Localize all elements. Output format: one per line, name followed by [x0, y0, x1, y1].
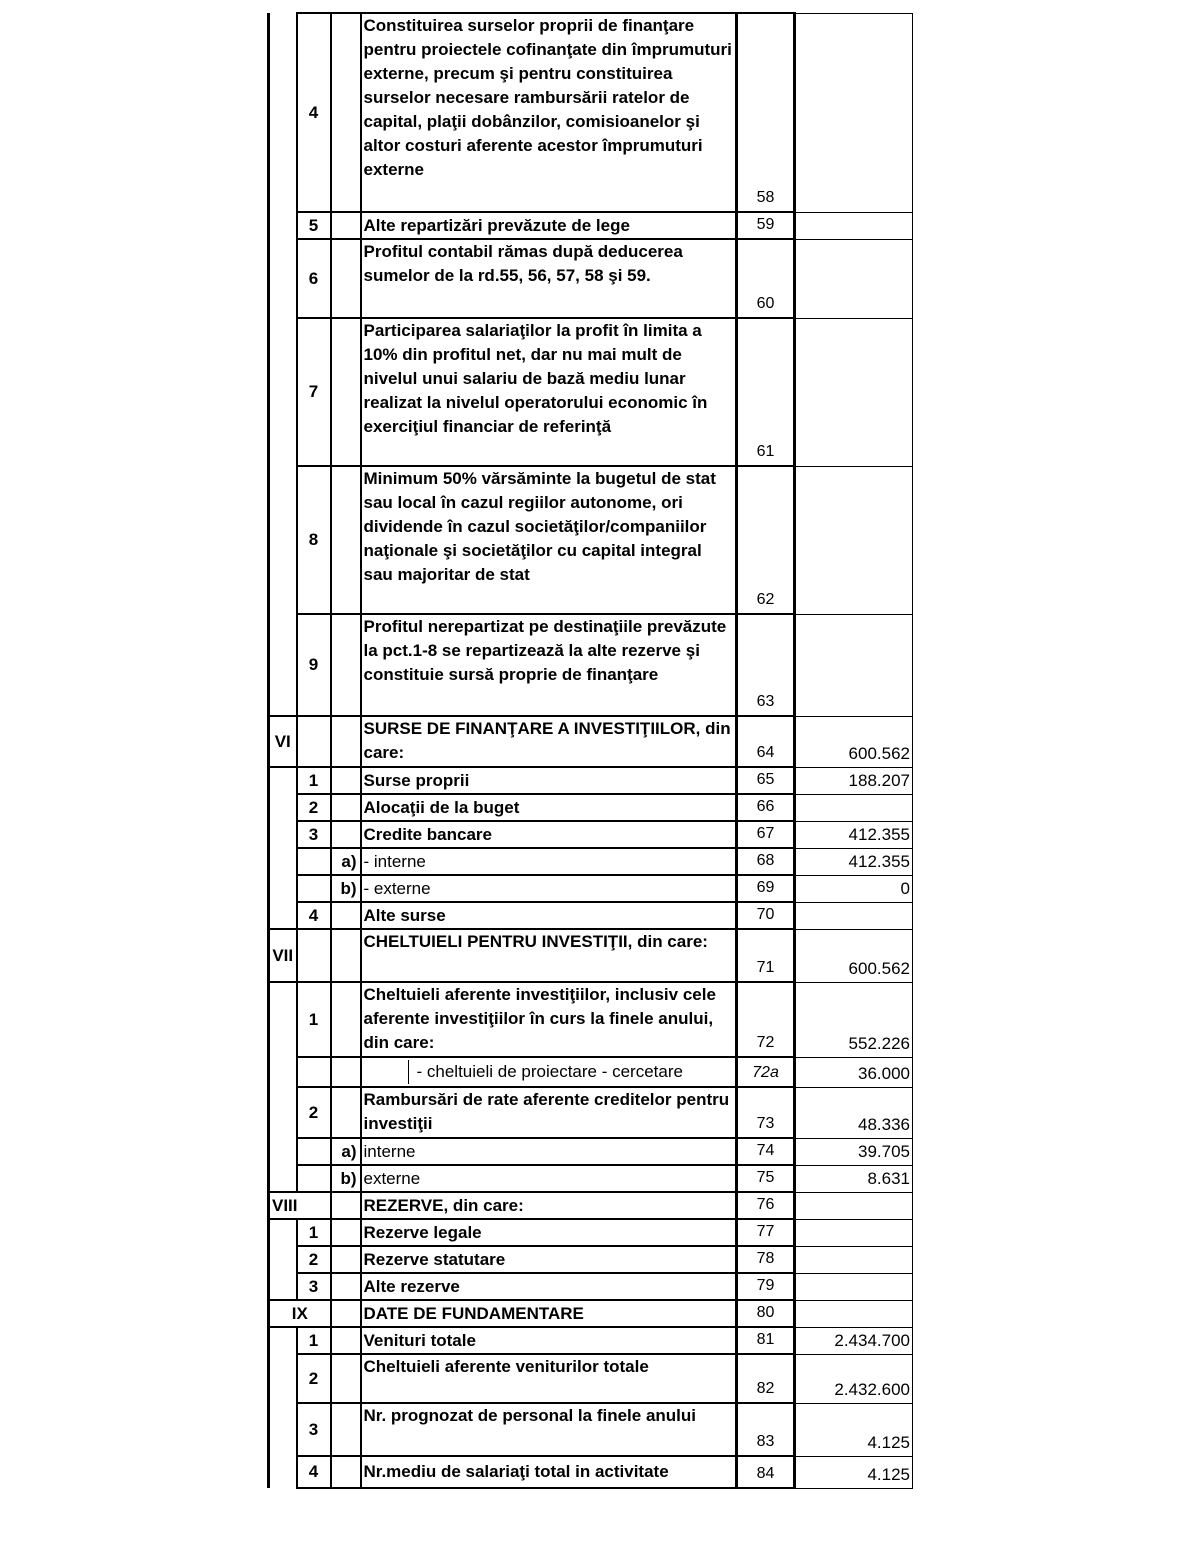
table-row: [269, 767, 913, 794]
budget-table-sheet: [267, 12, 913, 1489]
table-row: [269, 212, 913, 239]
sub-item-cell: [331, 212, 361, 239]
value-cell[interactable]: [795, 1192, 913, 1219]
sub-item-cell: [331, 614, 361, 716]
row-label-cell: Profitul contabil rămas după deducerea sumelor de la rd.55, 56, 57, 58 şi 59.: [361, 239, 737, 318]
sub-item-cell: [331, 794, 361, 821]
sub-item-cell: [331, 929, 361, 982]
row-label-cell: - externe: [361, 875, 737, 902]
table-row: [269, 821, 913, 848]
sub-item-cell: [331, 1192, 361, 1219]
sub-item-cell: [331, 982, 361, 1057]
sub-item-cell: [331, 1327, 361, 1354]
section-number-cell: VIII: [269, 1192, 331, 1219]
row-label: - cheltuieli de proiectare - cercetare: [416, 1062, 683, 1081]
sub-item-cell: [331, 1354, 361, 1403]
value-cell[interactable]: [795, 1300, 913, 1327]
budget-table: [267, 12, 913, 1489]
row-code-cell: 71: [737, 929, 795, 982]
table-row: [269, 614, 913, 716]
row-code-cell: 83: [737, 1403, 795, 1456]
value-cell[interactable]: 2.434.700: [795, 1327, 913, 1354]
row-label-cell: REZERVE, din care:: [361, 1192, 737, 1219]
row-label-cell: DATE DE FUNDAMENTARE: [361, 1300, 737, 1327]
sub-item-cell: [331, 1273, 361, 1300]
item-number-cell: 3: [297, 1273, 331, 1300]
indent-spacer: [362, 1060, 409, 1084]
section-number-cell: IX: [269, 1300, 331, 1327]
section-number-cell: [269, 239, 297, 318]
sub-item-cell: [331, 239, 361, 318]
table-row: [269, 1327, 913, 1354]
row-label-cell: Surse proprii: [361, 767, 737, 794]
value-cell[interactable]: [795, 466, 913, 614]
sub-item-cell: b): [331, 875, 361, 902]
value-cell[interactable]: [795, 13, 913, 212]
sub-item-cell: [331, 1403, 361, 1456]
row-code-cell: 72: [737, 982, 795, 1057]
indented-label-wrapper: [362, 1060, 736, 1084]
sub-item-cell: [331, 1219, 361, 1246]
item-number-cell: [297, 929, 331, 982]
value-cell[interactable]: 412.355: [795, 848, 913, 875]
value-cell[interactable]: [795, 614, 913, 716]
section-number-cell: [269, 318, 297, 466]
section-number-cell: [269, 13, 297, 212]
table-row: [269, 1354, 913, 1403]
row-code-cell: 58: [737, 13, 795, 212]
item-number-cell: 1: [297, 767, 331, 794]
section-number-cell: [269, 794, 297, 821]
row-code-cell: 76: [737, 1192, 795, 1219]
sub-item-cell: [331, 318, 361, 466]
section-number-cell: [269, 982, 297, 1057]
value-cell[interactable]: 48.336: [795, 1087, 913, 1138]
sub-item-cell: [331, 1300, 361, 1327]
row-label-cell: Alte surse: [361, 902, 737, 929]
section-number-cell: [269, 875, 297, 902]
row-label-cell: - interne: [361, 848, 737, 875]
table-row: [269, 1165, 913, 1192]
row-code-cell: 74: [737, 1138, 795, 1165]
row-code-cell: 72a: [737, 1057, 795, 1087]
section-number-cell: [269, 1219, 297, 1246]
item-number-cell: 3: [297, 821, 331, 848]
table-row: [269, 875, 913, 902]
sub-item-cell: [331, 1246, 361, 1273]
row-code-cell: 65: [737, 767, 795, 794]
value-cell[interactable]: 39.705: [795, 1138, 913, 1165]
row-code-cell: 66: [737, 794, 795, 821]
section-number-cell: [269, 1403, 297, 1456]
row-code-cell: 79: [737, 1273, 795, 1300]
item-number-cell: 4: [297, 13, 331, 212]
row-code-cell: 81: [737, 1327, 795, 1354]
section-number-cell: [269, 614, 297, 716]
table-row: [269, 1246, 913, 1273]
value-cell[interactable]: [795, 239, 913, 318]
row-code-cell: 67: [737, 821, 795, 848]
row-code-cell: 68: [737, 848, 795, 875]
item-number-cell: 1: [297, 1219, 331, 1246]
table-row: [269, 716, 913, 767]
row-code-cell: 70: [737, 902, 795, 929]
item-number-cell: 7: [297, 318, 331, 466]
row-code-cell: 82: [737, 1354, 795, 1403]
item-number-cell: 9: [297, 614, 331, 716]
row-label-cell: Profitul nerepartizat pe destinaţiile prevăzute la pct.1-8 se repartizează la alte rezerve şi constituie sursă proprie de finanţare: [361, 614, 737, 716]
sub-item-cell: [331, 466, 361, 614]
row-code-cell: 75: [737, 1165, 795, 1192]
item-number-cell: [297, 1165, 331, 1192]
section-number-cell: [269, 1087, 297, 1138]
table-row: [269, 1219, 913, 1246]
row-code-cell: 80: [737, 1300, 795, 1327]
item-number-cell: 1: [297, 982, 331, 1057]
item-number-cell: 1: [297, 1327, 331, 1354]
item-number-cell: 2: [297, 794, 331, 821]
section-number-cell: [269, 902, 297, 929]
value-cell[interactable]: 4.125: [795, 1456, 913, 1488]
row-label-cell: Alte repartizări prevăzute de lege: [361, 212, 737, 239]
sub-item-cell: b): [331, 1165, 361, 1192]
item-number-cell: [297, 848, 331, 875]
value-cell[interactable]: [795, 902, 913, 929]
section-number-cell: [269, 1354, 297, 1403]
row-label-cell: Participarea salariaţilor la profit în limita a 10% din profitul net, dar nu mai mult de nivelul unui salariu de bază mediu lunar realizat la nivelul operatorului economic în exerciţiul financiar de referinţă: [361, 318, 737, 466]
sub-item-cell: [331, 821, 361, 848]
row-label-cell: [361, 1057, 737, 1087]
item-number-cell: [297, 1138, 331, 1165]
section-number-cell: [269, 1165, 297, 1192]
sub-item-cell: [331, 13, 361, 212]
value-cell[interactable]: [795, 794, 913, 821]
item-number-cell: [297, 875, 331, 902]
section-number-cell: [269, 767, 297, 794]
row-label-cell: Alte rezerve: [361, 1273, 737, 1300]
row-label-cell: Nr.mediu de salariaţi total in activitate: [361, 1456, 737, 1488]
row-label-cell: Rezerve statutare: [361, 1246, 737, 1273]
sub-item-cell: [331, 1456, 361, 1488]
row-code-cell: 78: [737, 1246, 795, 1273]
table-row: [269, 239, 913, 318]
row-code-cell: 73: [737, 1087, 795, 1138]
item-number-cell: 5: [297, 212, 331, 239]
value-cell[interactable]: 8.631: [795, 1165, 913, 1192]
item-number-cell: [297, 1057, 331, 1087]
row-label-cell: externe: [361, 1165, 737, 1192]
item-number-cell: 2: [297, 1354, 331, 1403]
section-number-cell: [269, 848, 297, 875]
sub-item-cell: [331, 767, 361, 794]
section-number-cell: [269, 1057, 297, 1087]
row-code-cell: 62: [737, 466, 795, 614]
table-row: [269, 13, 913, 212]
value-cell[interactable]: [795, 318, 913, 466]
table-row: [269, 1138, 913, 1165]
row-code-cell: 84: [737, 1456, 795, 1488]
section-number-cell: [269, 821, 297, 848]
sub-item-cell: [331, 1057, 361, 1087]
value-cell[interactable]: [795, 1273, 913, 1300]
row-label-cell: Venituri totale: [361, 1327, 737, 1354]
value-cell[interactable]: 0: [795, 875, 913, 902]
row-label-cell: Alocaţii de la buget: [361, 794, 737, 821]
row-code-cell: 60: [737, 239, 795, 318]
value-cell[interactable]: 188.207: [795, 767, 913, 794]
table-row: [269, 982, 913, 1057]
row-code-cell: 69: [737, 875, 795, 902]
table-row: [269, 1057, 913, 1087]
table-row: [269, 1087, 913, 1138]
value-cell[interactable]: 600.562: [795, 716, 913, 767]
item-number-cell: 3: [297, 1403, 331, 1456]
section-number-cell: VII: [269, 929, 297, 982]
row-code-cell: 61: [737, 318, 795, 466]
row-label-cell: Credite bancare: [361, 821, 737, 848]
row-label-cell: Cheltuieli aferente veniturilor totale: [361, 1354, 737, 1403]
row-label-cell: Nr. prognozat de personal la finele anului: [361, 1403, 737, 1456]
row-label-cell: Constituirea surselor proprii de finanţare pentru proiectele cofinanţate din împrumuturi externe, precum şi pentru constituirea surselor necesare rambursării ratelor de capital, plaţii dobânzilor, comisioanelor şi altor costuri aferente acestor împrumuturi externe: [361, 13, 737, 212]
value-cell[interactable]: 600.562: [795, 929, 913, 982]
table-row: [269, 466, 913, 614]
table-row: [269, 1192, 913, 1219]
table-row: [269, 902, 913, 929]
row-label-cell: Rezerve legale: [361, 1219, 737, 1246]
section-number-cell: [269, 1456, 297, 1488]
value-cell[interactable]: 36.000: [795, 1057, 913, 1087]
table-row: [269, 318, 913, 466]
section-number-cell: [269, 212, 297, 239]
sub-item-cell: [331, 902, 361, 929]
item-number-cell: 6: [297, 239, 331, 318]
section-number-cell: [269, 1273, 297, 1300]
item-number-cell: 2: [297, 1246, 331, 1273]
row-code-cell: 59: [737, 212, 795, 239]
row-code-cell: 77: [737, 1219, 795, 1246]
value-cell[interactable]: 4.125: [795, 1403, 913, 1456]
table-row: [269, 1403, 913, 1456]
row-label-cell: Rambursări de rate aferente creditelor pentru investiţii: [361, 1087, 737, 1138]
section-number-cell: VI: [269, 716, 297, 767]
row-code-cell: 63: [737, 614, 795, 716]
table-row: [269, 1456, 913, 1488]
value-cell[interactable]: 2.432.600: [795, 1354, 913, 1403]
row-label-cell: Cheltuieli aferente investiţiilor, inclusiv cele aferente investiţiilor în curs la finele anului, din care:: [361, 982, 737, 1057]
table-row: [269, 794, 913, 821]
sub-item-cell: a): [331, 1138, 361, 1165]
section-number-cell: [269, 1246, 297, 1273]
sub-item-cell: [331, 1087, 361, 1138]
section-number-cell: [269, 1138, 297, 1165]
value-cell[interactable]: [795, 1219, 913, 1246]
value-cell[interactable]: 552.226: [795, 982, 913, 1057]
item-number-cell: 4: [297, 1456, 331, 1488]
item-number-cell: 4: [297, 902, 331, 929]
table-row: [269, 1300, 913, 1327]
section-number-cell: [269, 466, 297, 614]
row-label-cell: CHELTUIELI PENTRU INVESTIŢII, din care:: [361, 929, 737, 982]
value-cell[interactable]: 412.355: [795, 821, 913, 848]
table-row: [269, 848, 913, 875]
item-number-cell: 8: [297, 466, 331, 614]
section-number-cell: [269, 1327, 297, 1354]
row-code-cell: 64: [737, 716, 795, 767]
value-cell[interactable]: [795, 1246, 913, 1273]
sub-item-cell: [331, 716, 361, 767]
item-number-cell: 2: [297, 1087, 331, 1138]
sub-item-cell: a): [331, 848, 361, 875]
item-number-cell: [297, 716, 331, 767]
row-label-cell: interne: [361, 1138, 737, 1165]
value-cell[interactable]: [795, 212, 913, 239]
table-row: [269, 1273, 913, 1300]
row-label-cell: SURSE DE FINANŢARE A INVESTIŢIILOR, din care:: [361, 716, 737, 767]
row-label-cell: Minimum 50% vărsăminte la bugetul de stat sau local în cazul regiilor autonome, ori dividende în cazul societăţilor/companiilor naţionale şi societăţilor cu capital integral sau majoritar de stat: [361, 466, 737, 614]
table-row: [269, 929, 913, 982]
